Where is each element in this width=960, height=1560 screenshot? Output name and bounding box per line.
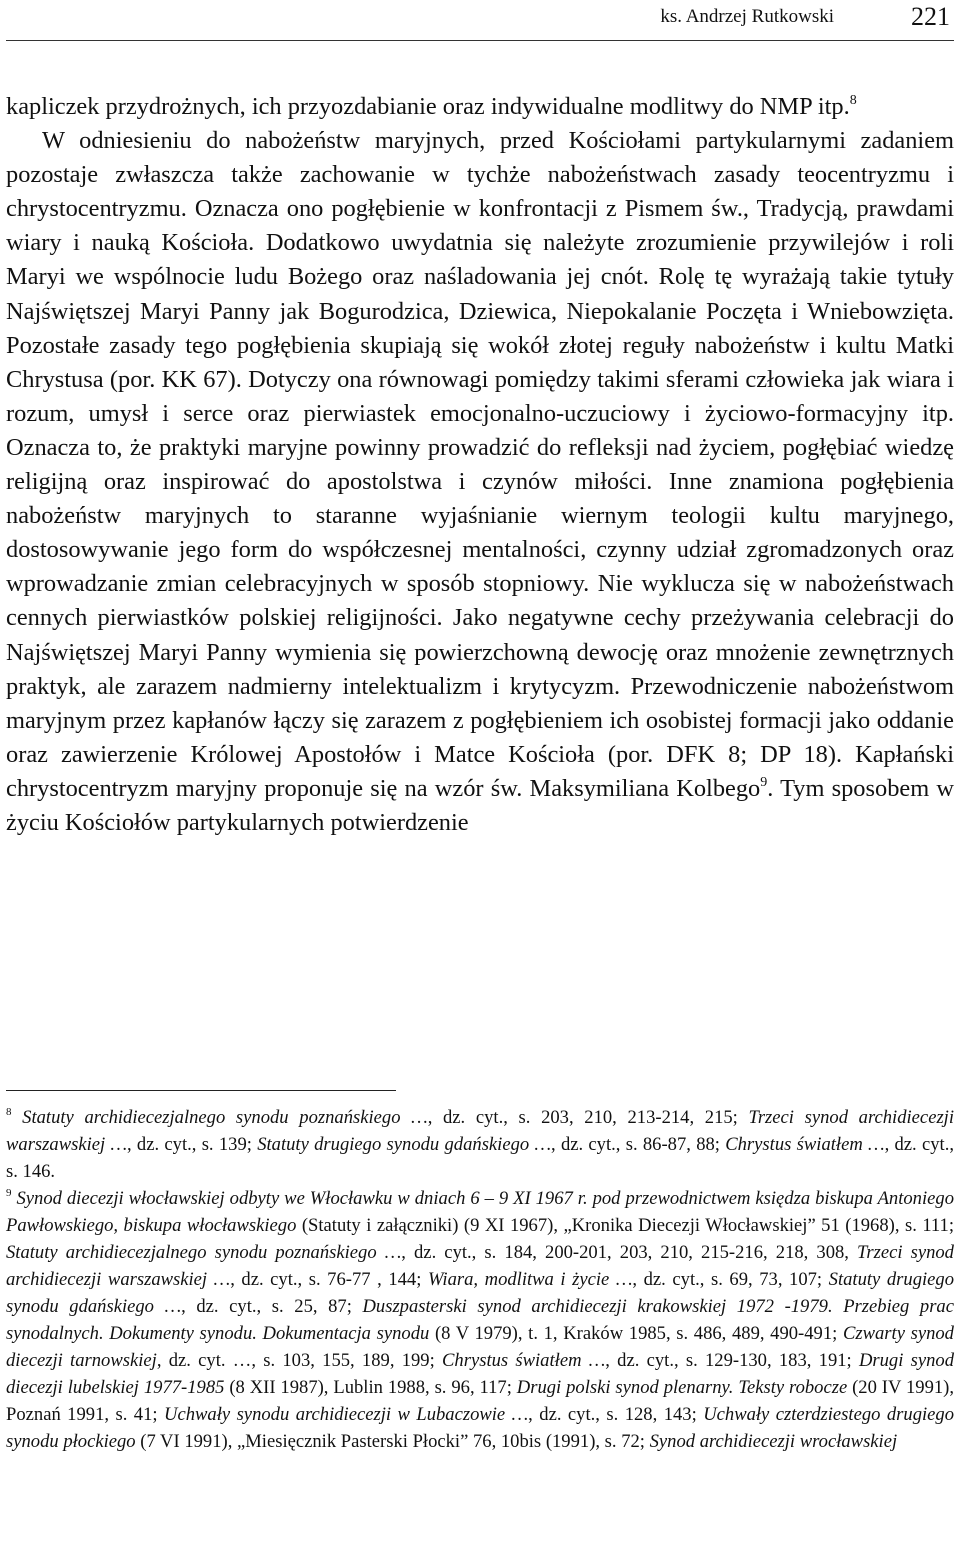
footnote-mark: 8: [6, 1106, 12, 1118]
source-title: Wiara, modlitwa i życie …: [427, 1269, 633, 1290]
source-title: Czwarty synod diecezji tarnowskiej: [6, 1323, 954, 1371]
paragraph-2-text-end: . Tym sposobem w życiu Kościołów partykularnych potwierdzenie: [6, 774, 954, 836]
main-text: [6, 90, 954, 840]
source-title: Statuty drugiego synodu gdańskiego …: [6, 1269, 955, 1317]
source-title: Synod archidiecezji wrocławskiej: [649, 1431, 898, 1452]
footnote-9: [6, 1185, 954, 1455]
citation-text: , dz. cyt., s. 76-77 , 144;: [230, 1269, 428, 1290]
citation-text: , dz. cyt., s. 129-130, 183, 191;: [605, 1350, 859, 1371]
citation-text: , dz. cyt., s. 86-87, 88;: [551, 1134, 726, 1155]
citation-text: , dz. cyt. …, s. 103, 155, 189, 199;: [156, 1350, 443, 1371]
source-title: Trzeci synod archidiecezji warszawskiej …: [6, 1242, 954, 1290]
citation-text: , dz. cyt., s. 25, 87;: [181, 1296, 363, 1317]
citation-text: , dz. cyt., s. 146.: [6, 1134, 954, 1182]
paragraph-2: [6, 124, 954, 840]
footnote-mark: 9: [6, 1187, 12, 1199]
page-header: [6, 0, 954, 41]
footnotes: [6, 1104, 954, 1455]
running-head: ks. Andrzej Rutkowski: [660, 6, 834, 27]
citation-text: , dz. cyt., s. 128, 143;: [528, 1404, 704, 1425]
source-title: Statuty archidiecezjalnego synodu poznańskiego …: [6, 1242, 402, 1263]
source-title: Synod diecezji włocławskiej odbyty we Włocławku w dniach 6 – 9 XI 1967 r. pod przewodnictwem księdza biskupa Antoniego Pawłowskiego, biskupa włocławskiego: [6, 1188, 954, 1236]
source-title: Drugi polski synod plenarny. Teksty robocze: [516, 1377, 848, 1398]
paragraph-1: [6, 90, 954, 124]
citation-text: , dz. cyt., s. 184, 200-201, 203, 210, 215-216, 218, 308,: [401, 1242, 858, 1263]
citation-text: (8 XII 1987), Lublin 1988, s. 96, 117;: [224, 1377, 517, 1398]
footnote-separator: [6, 1090, 396, 1091]
footnote-ref-8: 8: [849, 93, 857, 108]
source-title: Duszpasterski synod archidiecezji krakowskiej 1972 -1979. Przebieg prac synodalnych. Dokumenty synodu. Dokumentacja synodu: [6, 1296, 954, 1344]
footnote-ref-9: 9: [760, 774, 768, 790]
source-title: Chrystus światłem …: [442, 1350, 606, 1371]
source-title: Statuty archidiecezjalnego synodu poznańskiego …: [22, 1107, 428, 1128]
citation-text: (8 V 1979), t. 1, Kraków 1985, s. 486, 489, 490-491;: [429, 1323, 843, 1344]
source-title: Drugi synod diecezji lubelskiej 1977-1985: [6, 1350, 954, 1398]
citation-text: (20 IV 1991), Poznań 1991, s. 41;: [6, 1377, 955, 1425]
source-title: Uchwały synodu archidiecezji w Lubaczowie …: [164, 1404, 529, 1425]
paragraph-1-text: kapliczek przydrożnych, ich przyozdabianie oraz indywidualne modlitwy do NMP itp.: [6, 93, 850, 120]
citation-text: , dz. cyt., s. 203, 210, 213-214, 215;: [427, 1107, 749, 1128]
citation-text: (7 VI 1991), „Miesięcznik Pasterski Płocki” 76, 10bis (1991), s. 72;: [135, 1431, 650, 1452]
citation-text: , dz. cyt., s. 139;: [127, 1134, 258, 1155]
source-title: Trzeci synod archidiecezji warszawskiej …: [6, 1107, 955, 1155]
source-title: Statuty drugiego synodu gdańskiego …: [257, 1134, 552, 1155]
page-number: 221: [911, 2, 950, 31]
citation-text: (Statuty i załączniki) (9 XI 1967), „Kronika Diecezji Włocławskiej” 51 (1968), s. 111;: [296, 1215, 955, 1236]
paragraph-2-text: W odniesieniu do nabożeństw maryjnych, przed Kościołami partykularnymi zadaniem pozostaje zwłaszcza także zachowanie w tychże nabożeństwach zasady teocentryzmu i chrystocentryzmu. Oznacza ono pogłębienie w konfrontacji z Pismem św., Tradycją, prawdami wiary i nauką Kościoła. Dodatkowo uwydatnia się należyte zrozumienie przywilejów i roli Maryi we wspólnocie ludu Bożego oraz naśladowania jej cnót. Rolę tę wyrażają takie tytuły Najświętszej Maryi Panny jak Bogurodzica, Dziewica, Niepokalanie Poczęta i Wniebowzięta. Pozostałe zasady tego pogłębienia skupiają się wokół złotej reguły nabożeństw i kultu Matki Chrystusa (por. KK 67). Dotyczy ona równowagi pomiędzy takimi sferami człowieka jak wiara i rozum, umysł i serce oraz pierwiastek emocjonalno-uczuciowy i życiowo-formacyjny itp. Oznacza to, że praktyki maryjne powinny prowadzić do refleksji nad życiem, pogłębiać wiedzę religijną oraz inspirować do apostolstwa i czynów miłości. Inne znamiona pogłębienia nabożeństw maryjnych to staranne wyjaśnianie wiernym teologii kultu maryjnego, dostosowywanie jego form do współczesnej mentalności, czynny udział zgromadzonych oraz wprowadzanie zmian celebracyjnych w sposób stopniowy. Nie wyklucza się w nabożeństwach cennych pierwiastków polskiej religijności. Jako negatywne cechy przeżywania celebracji do Najświętszej Maryi Panny wymienia się powierzchowną dewocję oraz mnożenie zewnętrznych praktyk, ale zarazem nadmierny intelektualizm i krytycyzm. Przewodniczenie nabożeństwom maryjnym przez kapłanów łączy się zarazem z pogłębieniem ich osobistej formacji jako oddanie oraz zawierzenie Królowej Apostołów i Matce Kościoła (por. DFK 8; DP 18). Kapłański chrystocentryzm maryjny proponuje się na wzór św. Maksymiliana Kolbego: [6, 127, 954, 802]
source-title: Uchwały czterdziestego drugiego synodu płockiego: [6, 1404, 955, 1452]
citation-text: , dz. cyt., s. 69, 73, 107;: [632, 1269, 829, 1290]
source-title: Chrystus światłem …: [725, 1134, 885, 1155]
footnote-8: [6, 1104, 954, 1185]
